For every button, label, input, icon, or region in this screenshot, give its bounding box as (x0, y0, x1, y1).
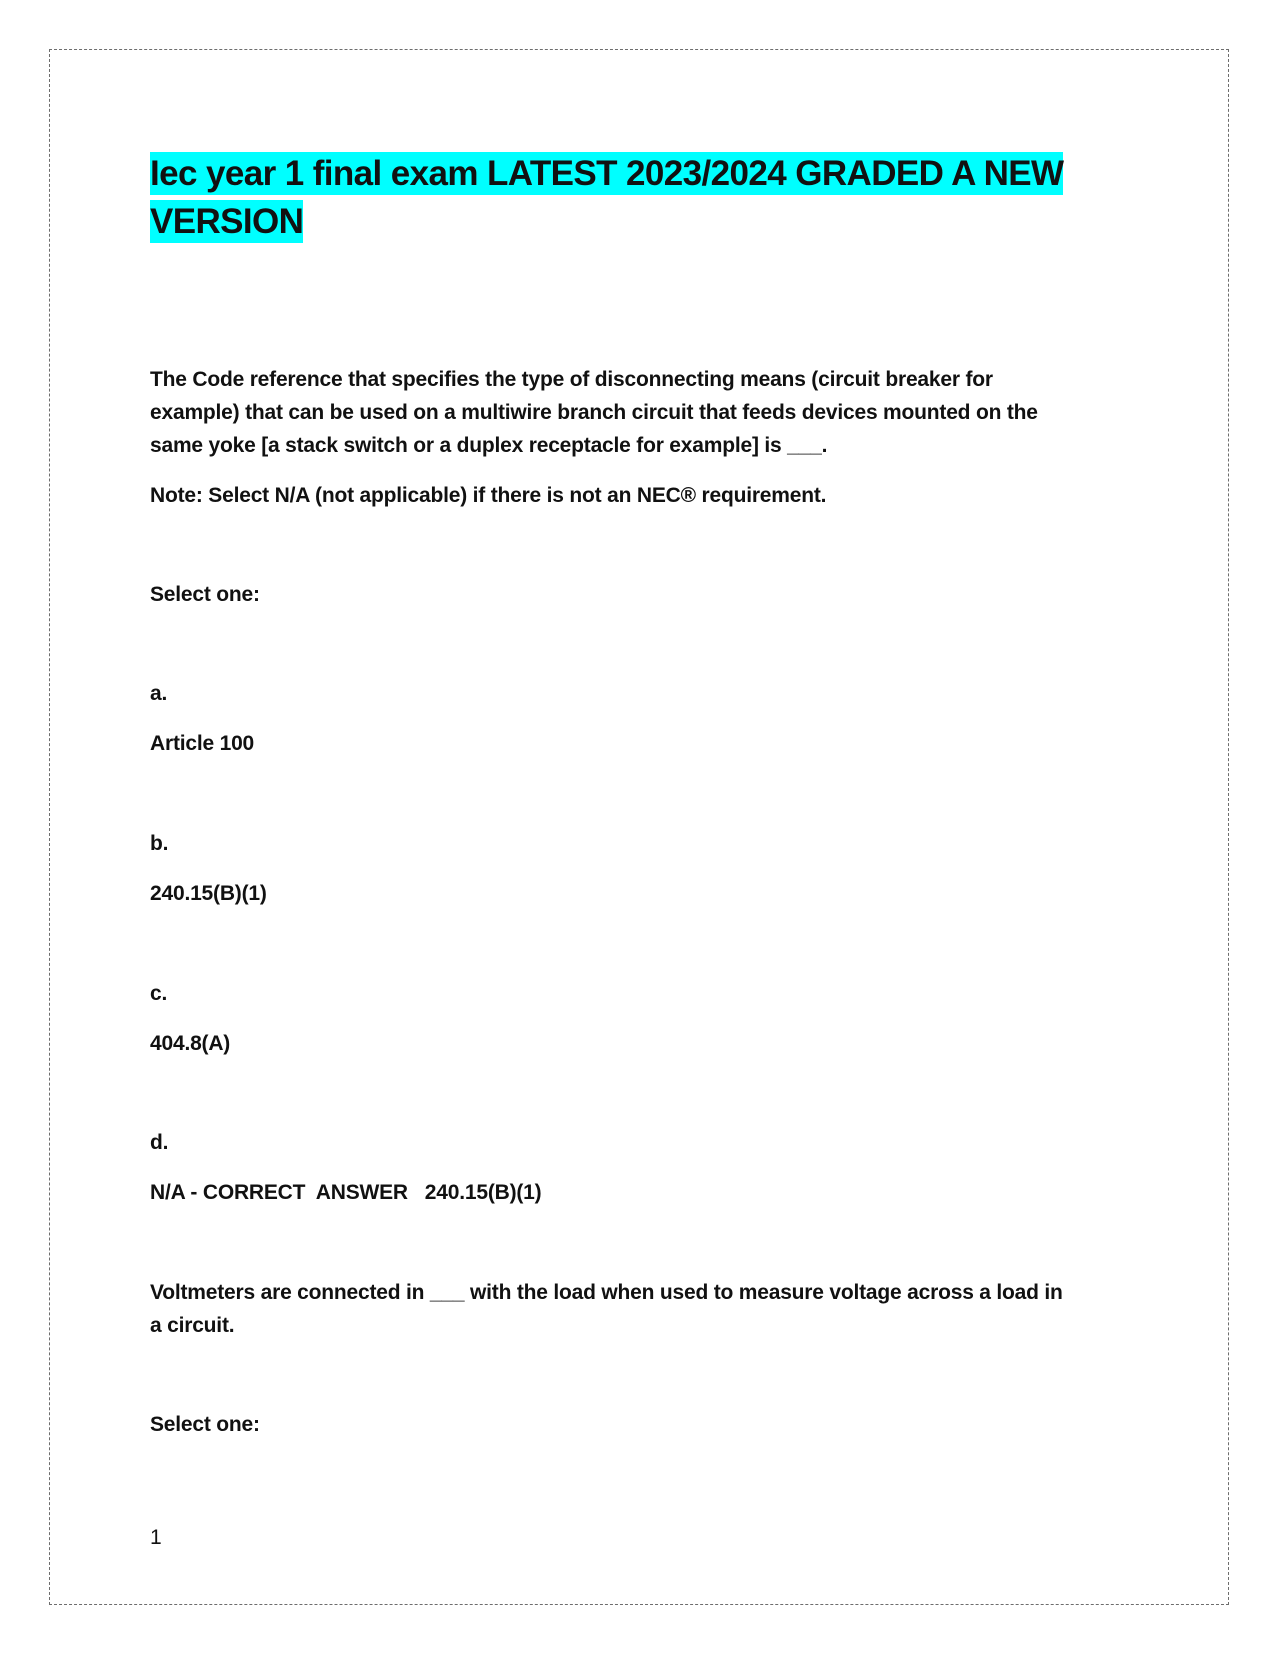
option-b-letter: b. (150, 832, 169, 855)
option-b-text[interactable]: 240.15(B)(1) (150, 882, 267, 905)
question-1-prompt-line-1: The Code reference that specifies the type of disconnecting means (circuit breaker for (150, 368, 993, 391)
question-2-prompt-line-2: a circuit. (150, 1314, 235, 1337)
option-a-text[interactable]: Article 100 (150, 732, 255, 755)
option-a-letter: a. (150, 682, 168, 705)
option-c-text[interactable]: 404.8(A) (150, 1032, 231, 1055)
title-line-1: Iec year 1 final exam LATEST 2023/2024 GRADED A NEW (150, 154, 1064, 193)
question-1-select-label: Select one: (150, 583, 260, 606)
document-title (150, 150, 1130, 246)
title-line-2: VERSION (150, 202, 304, 241)
question-2-select-label: Select one: (150, 1413, 260, 1436)
option-c-letter: c. (150, 982, 168, 1005)
question-2-prompt-line-1: Voltmeters are connected in ___ with the load when used to measure voltage across a load in (150, 1281, 1063, 1304)
page-border (49, 49, 1229, 1605)
question-1-prompt-line-3: same yoke [a stack switch or a duplex receptacle for example] is ___. (150, 434, 828, 457)
question-1-note: Note: Select N/A (not applicable) if there is not an NEC® requirement. (150, 484, 827, 507)
option-d-letter: d. (150, 1131, 169, 1154)
option-d-text[interactable]: N/A - CORRECT ANSWER 240.15(B)(1) (150, 1181, 542, 1204)
page-number: 1 (150, 1526, 162, 1549)
document-body (150, 150, 1130, 1436)
question-1-prompt-line-2: example) that can be used on a multiwire branch circuit that feeds devices mounted on the (150, 401, 1038, 424)
